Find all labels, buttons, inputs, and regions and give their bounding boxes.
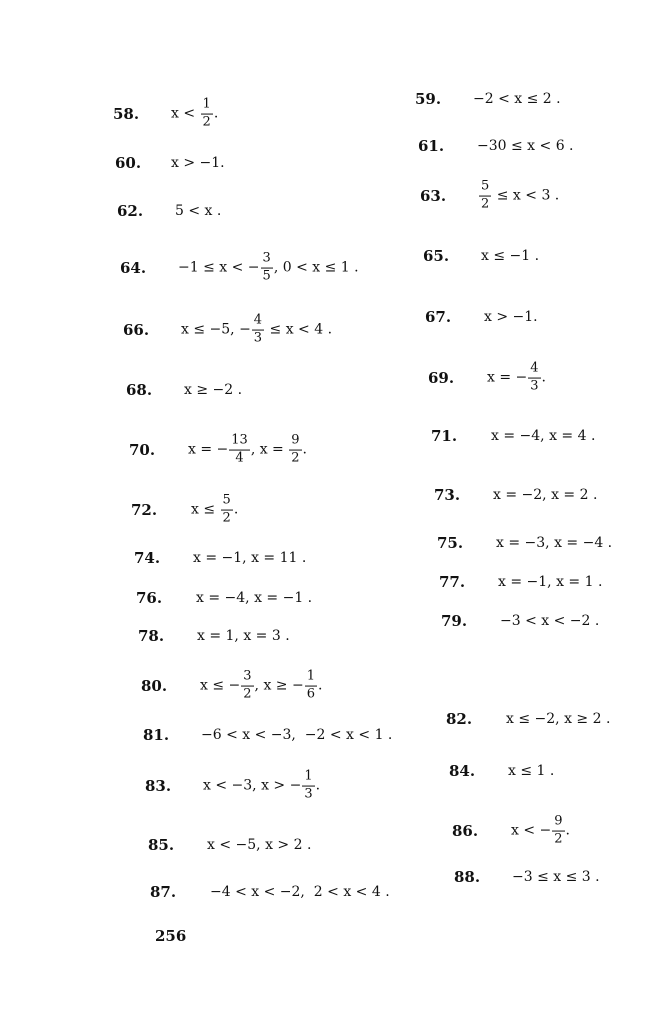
fraction-denominator: 2 xyxy=(202,114,211,130)
problem-number: 69. xyxy=(428,369,455,387)
expression-text: 5 < x . xyxy=(175,203,222,219)
expression-text: x < −3, x > − xyxy=(203,778,302,794)
expression-text: , 0 < x ≤ 1 . xyxy=(273,260,359,276)
answer-expression xyxy=(473,91,561,107)
fraction xyxy=(221,494,233,527)
expression-text: , x = xyxy=(250,442,289,458)
expression-text: . xyxy=(233,502,239,518)
problem-number: 60. xyxy=(115,154,142,172)
expression-text: x = −4, x = 4 . xyxy=(491,428,596,444)
problem-number: 63. xyxy=(420,187,447,205)
expression-text: −6 < x < −3, −2 < x < 1 . xyxy=(201,727,393,743)
fraction-numerator: 4 xyxy=(252,314,264,331)
fraction-numerator: 1 xyxy=(302,770,314,787)
expression-text: x = 1, x = 3 . xyxy=(197,628,290,644)
fraction-denominator: 3 xyxy=(253,330,263,346)
answer-expression xyxy=(511,815,570,848)
fraction-numerator: 4 xyxy=(528,362,540,379)
fraction-numerator: 3 xyxy=(261,252,273,269)
answer-expression xyxy=(484,309,538,325)
fraction xyxy=(201,98,213,131)
expression-text: x > −1. xyxy=(171,155,225,171)
expression-text: . xyxy=(315,778,321,794)
fraction xyxy=(479,180,491,213)
expression-text: x = −1, x = 1 . xyxy=(498,574,603,590)
fraction-denominator: 2 xyxy=(554,831,563,847)
problem-number: 88. xyxy=(454,868,481,886)
expression-text: x ≤ xyxy=(191,502,220,518)
expression-text: x = −2, x = 2 . xyxy=(493,487,598,503)
answer-expression xyxy=(498,574,602,590)
problem-number: 80. xyxy=(141,677,168,695)
fraction-numerator: 3 xyxy=(241,670,253,687)
fraction-denominator: 2 xyxy=(291,450,300,466)
answer-expression xyxy=(512,869,600,885)
answer-expression xyxy=(171,98,218,131)
problem-number: 87. xyxy=(150,883,177,901)
answer-expression xyxy=(500,613,599,629)
expression-text: x = − xyxy=(188,442,229,458)
fraction-numerator: 1 xyxy=(201,98,213,115)
answer-expression xyxy=(493,487,597,503)
page-number: 256 xyxy=(155,927,187,945)
answer-expression xyxy=(481,248,539,264)
answer-expression xyxy=(478,180,559,213)
expression-text: x ≥ −2 . xyxy=(184,382,243,398)
expression-text: x < − xyxy=(511,823,552,839)
expression-text: ≤ x < 3 . xyxy=(492,188,560,204)
expression-text: −1 ≤ x < − xyxy=(178,260,260,276)
fraction-denominator: 3 xyxy=(304,786,313,802)
problem-number: 85. xyxy=(148,836,175,854)
fraction-numerator: 13 xyxy=(229,434,250,451)
problem-number: 59. xyxy=(415,90,442,108)
answer-expression xyxy=(508,763,554,779)
problem-number: 82. xyxy=(446,710,473,728)
fraction-denominator: 2 xyxy=(481,196,490,212)
problem-number: 78. xyxy=(138,627,165,645)
fraction-denominator: 4 xyxy=(235,450,244,466)
expression-text: x > −1. xyxy=(484,309,538,325)
answer-expression xyxy=(191,494,238,527)
problem-number: 83. xyxy=(145,777,172,795)
answer-expression xyxy=(203,770,320,803)
expression-text: x ≤ −5, − xyxy=(181,322,251,338)
expression-text: . xyxy=(213,106,219,122)
fraction-denominator: 5 xyxy=(262,268,271,284)
fraction xyxy=(289,434,301,467)
expression-text: . xyxy=(302,442,307,458)
expression-text: x = −3, x = −4 . xyxy=(496,535,613,551)
expression-text: x ≤ 1 . xyxy=(508,763,555,779)
answer-expression xyxy=(193,550,306,566)
answer-expression xyxy=(491,428,595,444)
fraction-denominator: 6 xyxy=(306,686,315,702)
fraction-numerator: 9 xyxy=(552,815,564,832)
problem-number: 70. xyxy=(129,441,156,459)
answer-expression xyxy=(171,155,225,171)
answer-expression xyxy=(178,252,359,285)
fraction xyxy=(305,670,317,703)
fraction xyxy=(252,314,264,347)
expression-text: , x ≥ − xyxy=(254,678,304,694)
problem-number: 81. xyxy=(143,726,170,744)
expression-text: −30 ≤ x < 6 . xyxy=(477,138,574,154)
fraction xyxy=(261,252,273,285)
problem-number: 62. xyxy=(117,202,144,220)
fraction xyxy=(528,362,540,395)
expression-text: x ≤ −1 . xyxy=(481,248,540,264)
answer-expression xyxy=(207,837,311,853)
problem-number: 65. xyxy=(423,247,450,265)
expression-text: −3 ≤ x ≤ 3 . xyxy=(512,869,600,885)
expression-text: −3 < x < −2 . xyxy=(500,613,600,629)
problem-number: 86. xyxy=(452,822,479,840)
problem-number: 75. xyxy=(437,534,464,552)
answer-expression xyxy=(200,670,322,703)
problem-number: 77. xyxy=(439,573,466,591)
expression-text: x = − xyxy=(487,370,528,386)
problem-number: 72. xyxy=(131,501,158,519)
expression-text: x ≤ − xyxy=(200,678,241,694)
problem-number: 58. xyxy=(113,105,140,123)
expression-text: . xyxy=(318,678,323,694)
problem-number: 79. xyxy=(441,612,468,630)
answer-expression xyxy=(181,314,332,347)
problem-number: 66. xyxy=(123,321,150,339)
fraction xyxy=(241,670,253,703)
answer-expression xyxy=(477,138,574,154)
fraction xyxy=(302,770,314,803)
answer-expression xyxy=(496,535,612,551)
expression-text: x < xyxy=(171,106,200,122)
problem-number: 67. xyxy=(425,308,452,326)
answer-expression xyxy=(196,590,312,606)
answer-expression xyxy=(197,628,290,644)
problem-number: 64. xyxy=(120,259,147,277)
problem-number: 76. xyxy=(136,589,163,607)
problem-number: 74. xyxy=(134,549,161,567)
answer-expression xyxy=(188,434,307,467)
answer-expression xyxy=(210,884,390,900)
fraction-denominator: 3 xyxy=(530,378,539,394)
expression-text: −4 < x < −2, 2 < x < 4 . xyxy=(210,884,390,900)
expression-text: x ≤ −2, x ≥ 2 . xyxy=(506,711,611,727)
answer-expression xyxy=(175,203,221,219)
fraction-numerator: 5 xyxy=(479,180,491,197)
expression-text: . xyxy=(541,370,546,386)
fraction-numerator: 1 xyxy=(305,670,317,687)
problem-number: 73. xyxy=(434,486,461,504)
problem-number: 68. xyxy=(126,381,153,399)
fraction-denominator: 2 xyxy=(243,686,252,702)
answer-expression xyxy=(184,382,242,398)
answer-expression xyxy=(201,727,392,743)
expression-text: −2 < x ≤ 2 . xyxy=(473,91,561,107)
answer-expression xyxy=(487,362,546,395)
fraction-numerator: 5 xyxy=(221,494,233,511)
expression-text: x < −5, x > 2 . xyxy=(207,837,312,853)
fraction xyxy=(229,434,250,467)
fraction xyxy=(552,815,564,848)
expression-text: x = −1, x = 11 . xyxy=(193,550,307,566)
expression-text: . xyxy=(565,823,570,839)
fraction-denominator: 2 xyxy=(222,510,231,526)
expression-text: x = −4, x = −1 . xyxy=(196,590,313,606)
problem-number: 61. xyxy=(418,137,445,155)
answer-expression xyxy=(506,711,610,727)
fraction-numerator: 9 xyxy=(289,434,301,451)
problem-number: 71. xyxy=(431,427,458,445)
problem-number: 84. xyxy=(449,762,476,780)
expression-text: ≤ x < 4 . xyxy=(265,322,333,338)
